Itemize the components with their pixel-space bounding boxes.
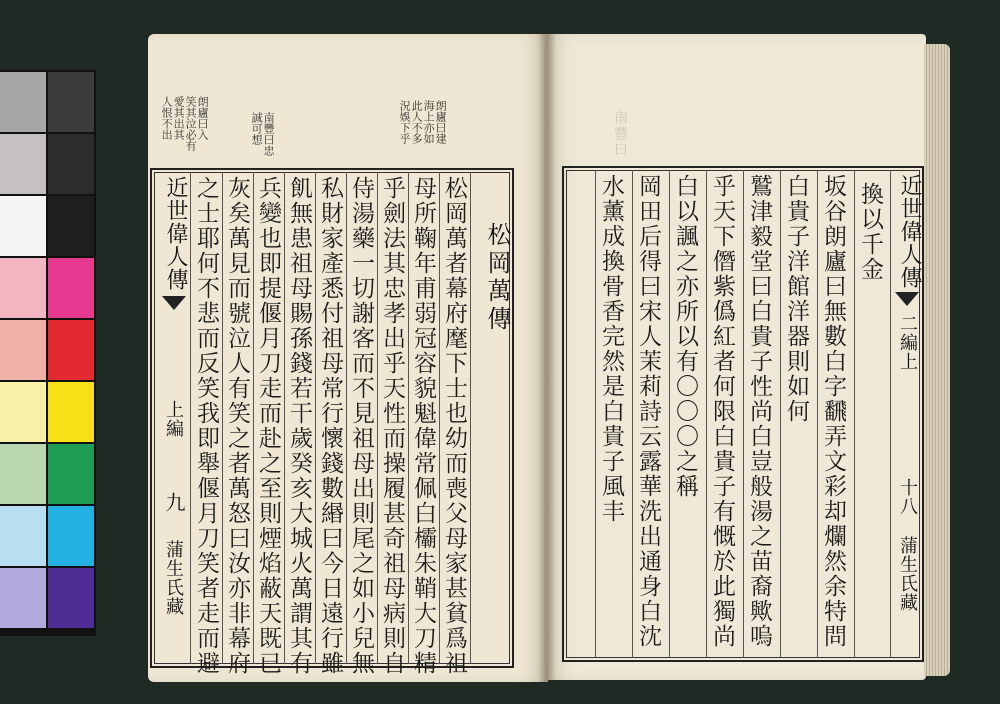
column-rule — [890, 170, 891, 658]
checker-patch — [48, 196, 94, 256]
checker-patch — [0, 134, 46, 194]
gutter-shadow — [538, 34, 556, 682]
text-column: 白貴子洋館洋器則如何 — [783, 174, 809, 424]
column-rule — [817, 170, 818, 658]
text-column: 乎天下僭紫僞紅者何限白貴子有慨於此獨尚 — [709, 174, 735, 649]
checker-patch — [0, 258, 46, 318]
text-column: 岡田后得曰宋人茉莉詩云露華洗出通身白沈 — [635, 174, 661, 649]
text-column: 松岡萬者幕府麾下士也幼而喪父母家甚貧爲祖 — [441, 176, 467, 676]
text-column: 坂谷朗廬曰無數白字飜弄文彩却爛然余特問 — [820, 174, 846, 649]
page-edges — [924, 44, 950, 676]
text-column: 灰矣萬見而號泣人有笑之者萬怒曰汝亦非幕府 — [224, 176, 250, 676]
color-checker — [0, 70, 96, 636]
column-rule — [439, 172, 440, 664]
running-title: 近世偉人傳 — [163, 176, 188, 291]
fold-mark-icon — [895, 292, 919, 306]
headnote: 朗廬曰入 — [196, 96, 210, 140]
headnote: 此人不多 — [410, 100, 424, 144]
headnote: 愛其出其 — [172, 96, 186, 140]
text-column: 鷲津毅堂曰白貴子性尚白豈般湯之苗裔歟嗚 — [746, 174, 772, 649]
folio: 九 — [162, 492, 186, 513]
column-rule — [408, 172, 409, 664]
checker-patch — [0, 320, 46, 380]
checker-patch — [0, 382, 46, 442]
text-column: 私財家產悉付祖母常行懷錢數緡曰今日遠行雖 — [317, 176, 343, 676]
checker-patch — [48, 444, 94, 504]
headnote: 朗廬曰建 — [434, 100, 448, 144]
checker-patch — [0, 196, 46, 256]
column-rule — [346, 172, 347, 664]
checker-patch — [48, 320, 94, 380]
text-column: 換以千金 — [857, 182, 883, 282]
headnote: 海上亦如 — [422, 100, 436, 144]
headnote: 人恨不出 — [160, 96, 174, 140]
text-column: 水薰成換骨香完然是白貴子風丰 — [598, 174, 624, 524]
publisher-mark: 蒲生氏藏 — [163, 540, 184, 616]
headnote: 誠可想 — [250, 112, 264, 145]
checker-patch — [0, 506, 46, 566]
checker-patch — [48, 382, 94, 442]
checker-patch — [0, 568, 46, 628]
checker-patch — [48, 134, 94, 194]
column-rule — [595, 170, 596, 658]
running-title: 近世偉人傳 — [897, 174, 922, 289]
headnote: 笑其泣必有 — [184, 96, 198, 151]
column-rule — [743, 170, 744, 658]
text-column: 白以諷之亦所以有〇〇〇之稱 — [672, 174, 698, 499]
text-column: 飢無患祖母賜孫錢若干歲癸亥大城火萬謂其有 — [286, 176, 312, 676]
column-rule — [669, 170, 670, 658]
text-column: 母所鞠年甫弱冠容貌魁偉常佩白欛朱鞘大刀精 — [410, 176, 436, 676]
column-rule — [222, 172, 223, 664]
biography-title: 松岡萬傳 — [483, 222, 511, 334]
checker-patch — [48, 506, 94, 566]
column-rule — [470, 172, 471, 664]
show-through-text: 南豐曰 — [612, 110, 628, 158]
headnote: 況娛下乎 — [398, 100, 412, 144]
text-column: 兵變也即提偃月刀走而赴之至則煙焰蔽天既已 — [255, 176, 281, 676]
fold-mark-icon — [162, 296, 186, 310]
text-column: 侍湯藥一切謝客而不見祖母出則尾之如小兒無 — [348, 176, 374, 676]
column-rule — [706, 170, 707, 658]
checker-patch — [0, 444, 46, 504]
column-rule — [632, 170, 633, 658]
column-rule — [284, 172, 285, 664]
column-rule — [315, 172, 316, 664]
text-column: 之士耶何不悲而反笑我即舉偃月刀笑者走而避 — [193, 176, 219, 676]
checker-patch — [48, 72, 94, 132]
column-rule — [854, 170, 855, 658]
text-column: 乎劍法其忠孝出乎天性而操履甚奇祖母病則自 — [379, 176, 405, 676]
checker-patch — [0, 72, 46, 132]
checker-patch — [48, 568, 94, 628]
folio: 十八 — [897, 478, 918, 516]
publisher-mark: 蒲生氏藏 — [897, 536, 918, 612]
column-rule — [780, 170, 781, 658]
checker-patch — [48, 258, 94, 318]
section-label: 二編上 — [897, 314, 918, 371]
section-label: 上編 — [163, 400, 184, 438]
column-rule — [253, 172, 254, 664]
column-rule — [377, 172, 378, 664]
headnote: 南豐曰忠 — [262, 112, 276, 156]
